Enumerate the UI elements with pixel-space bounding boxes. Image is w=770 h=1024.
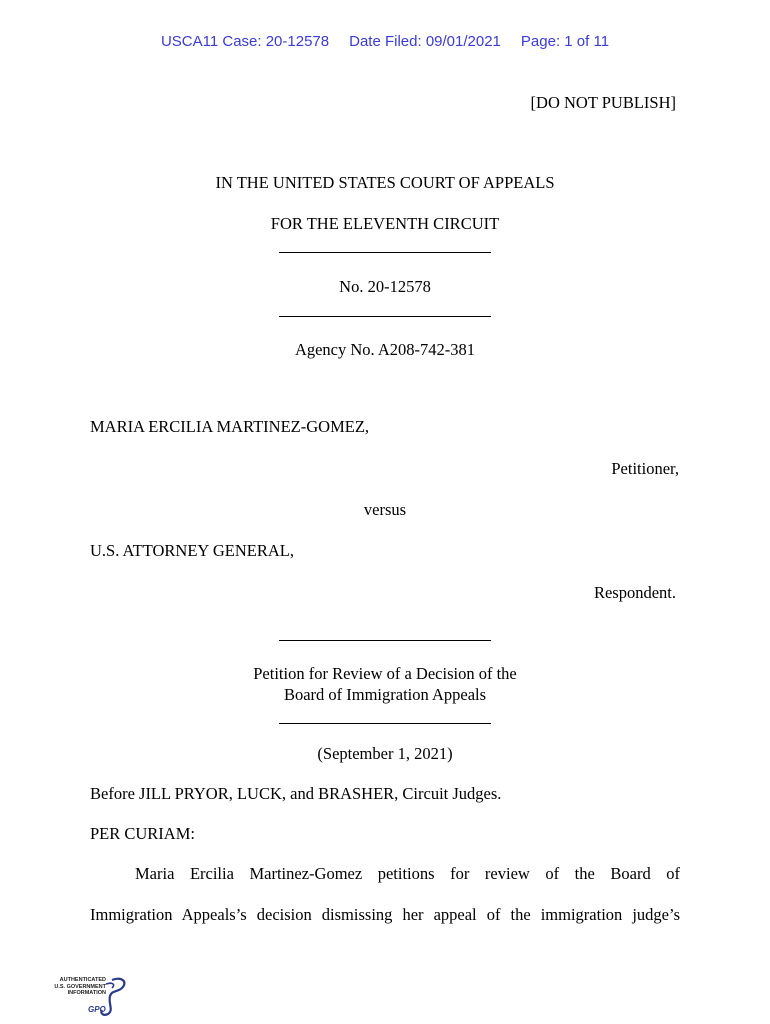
divider-rule [279, 316, 491, 317]
gpo-authentication-seal [44, 974, 134, 1018]
filing-stamp [0, 33, 770, 50]
case-number: No. 20-12578 [339, 277, 431, 296]
court-name-line1: IN THE UNITED STATES COURT OF APPEALS [215, 173, 555, 192]
body-paragraph-line1: Maria Ercilia Martinez-Gomez petitions for review of the Board of [135, 864, 680, 883]
respondent-name: U.S. ATTORNEY GENERAL, [90, 541, 294, 560]
agency-number: Agency No. A208-742-381 [294, 340, 476, 359]
versus-label: versus [363, 500, 407, 519]
petitioner-role: Petitioner, [611, 459, 679, 478]
divider-rule [279, 640, 491, 641]
stamp-date-filed: Date Filed: 09/01/2021 [349, 33, 501, 50]
gpo-seal-text: AUTHENTICATED U.S. GOVERNMENT INFORMATION [54, 977, 106, 996]
divider-rule [279, 252, 491, 253]
respondent-role: Respondent. [593, 583, 676, 602]
panel-judges: Before JILL PRYOR, LUCK, and BRASHER, Circuit Judges. [90, 784, 502, 803]
stamp-page: Page: 1 of 11 [520, 33, 610, 50]
body-paragraph-line2: Immigration Appeals’s decision dismissing her appeal of the immigration judge’s [90, 905, 680, 924]
divider-rule [279, 723, 491, 724]
gpo-mark-text: GPO [88, 1005, 106, 1014]
stamp-case: USCA11 Case: 20-12578 [160, 33, 330, 50]
petitioner-name: MARIA ERCILIA MARTINEZ-GOMEZ, [90, 417, 370, 436]
decision-date: (September 1, 2021) [317, 744, 453, 763]
court-name-line2: FOR THE ELEVENTH CIRCUIT [270, 214, 500, 233]
petition-line1: Petition for Review of a Decision of the [253, 664, 517, 683]
gpo-eagle-icon [82, 974, 130, 1018]
petition-line2: Board of Immigration Appeals [283, 685, 487, 704]
per-curiam-heading: PER CURIAM: [90, 824, 195, 843]
publish-notice: [DO NOT PUBLISH] [530, 93, 676, 112]
